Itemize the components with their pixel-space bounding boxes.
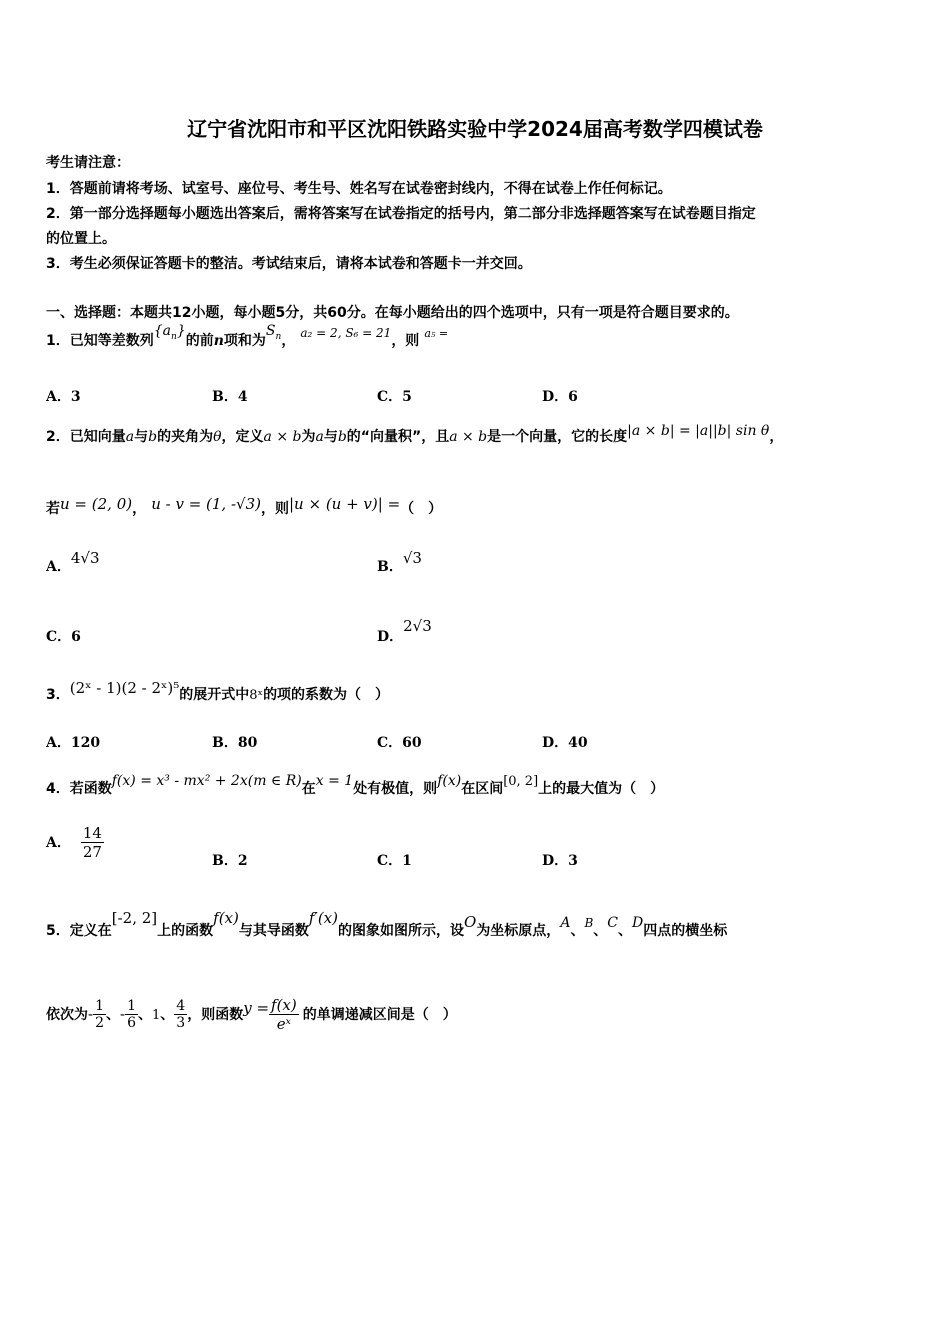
q2-ask: |u × (u + v)| =: [289, 495, 401, 513]
q1-ask: a₅ =: [424, 327, 449, 340]
angle-theta: θ: [213, 429, 222, 445]
notice-item-3: 3．考生必须保证答题卡的整洁。考试结束后，请将本试卷和答题卡一并交回。: [46, 256, 532, 272]
q2-option-b: B．√3: [377, 549, 422, 575]
q3-option-c: C．60: [377, 735, 422, 751]
question-5-line-1: 5．定义在[-2, 2]上的函数f(x)与其导函数f′(x)的图象如图所示，设O为坐标原点，A、$_B$、C、D四点的横坐标: [46, 909, 728, 939]
q1-option-b: B．4: [212, 389, 248, 405]
notice-item-2: 2．第一部分选择题每小题选出答案后，需将答案写在试卷指定的括号内，第二部分非选择题答案写在试卷题目指定: [46, 206, 756, 222]
question-4: 4．若函数f(x) = x³ - mx² + 2x(m ∈ R)在x = 1处有极值，则f(x)在区间[0, 2]上的最大值为（ ）: [46, 773, 665, 797]
vector-b: b: [148, 429, 158, 445]
u-minus-v-definition: u - v = (1, -√3): [151, 495, 261, 513]
q2-option-a: A．4√3: [46, 549, 100, 575]
q4-option-b: B．2: [212, 853, 248, 869]
q3-option-d: D．40: [542, 735, 588, 751]
question-3: 3．(2ˣ - 1)(2 - 2ˣ)⁵的展开式中$_{8ˣ}$的项的系数为（ ）: [46, 679, 390, 703]
q1-seq: $\{a_n\}$: [153, 323, 186, 342]
question-2-line-2: 若u = (2, 0)， u - v = (1, -√3)，则|u × (u + v)| =（ ）: [46, 495, 443, 517]
u-definition: u = (2, 0): [60, 495, 133, 513]
q2-option-c: C．6: [46, 629, 81, 645]
question-1: 1．已知等差数列$\{a_n\}$的前n项和为$S_n$， $^{a_2 = 2, S_6 = 21}$，则 $^{a_5 =}$: [46, 323, 449, 349]
q1-option-d: D．6: [542, 389, 578, 405]
section-heading: 一、选择题：本题共12小题，每小题5分，共60分。在每小题给出的四个选项中，只有一项是符合题目要求的。: [46, 305, 739, 321]
q5-domain: [-2, 2]: [111, 909, 158, 927]
vector-a: a: [125, 429, 135, 445]
question-2-line-1: 2．已知向量a与b的夹角为θ，定义a × b为a与b的“向量积”，且a × b是一个向量，它的长度|a × b| = |a||b| sin θ，: [46, 423, 784, 445]
q1-option-c: C．5: [377, 389, 412, 405]
q4-option-a: A． $\frac{14}{27}$: [46, 824, 102, 861]
q4-option-d: D．3: [542, 853, 578, 869]
notice-item-2-cont: 的位置上。: [46, 231, 116, 247]
question-5-line-2: 依次为- $\frac{1}{2}$ 、- $\frac{1}{6}$ 、1、 $\frac{4}{3}$ ，则函数y = $\frac{f(x)}{\text{eˣ}}$ 的单调递减区间是（ ）: [46, 996, 457, 1033]
q4-option-c: C．1: [377, 853, 412, 869]
notice-heading: 考生请注意：: [46, 155, 130, 171]
page-title: 辽宁省沈阳市和平区沈阳铁路实验中学2024届高考数学四模试卷: [187, 117, 763, 141]
q3-option-b: B．80: [212, 735, 258, 751]
q1-sum: $S_n$: [265, 323, 282, 342]
q1-prefix: 1．已知等差数列: [46, 333, 154, 349]
q1-option-a: A．3: [46, 389, 81, 405]
notice-item-1: 1．答题前请将考场、试室号、座位号、考生号、姓名写在试卷密封线内，不得在试卷上作任何标记。: [46, 181, 672, 197]
q1-condition: a₂ = 2, S₆ = 21: [300, 326, 392, 340]
cross-length-formula: |a × b| = |a||b| sin θ: [627, 423, 770, 439]
q3-option-a: A．120: [46, 735, 101, 751]
q2-option-d: D．2√3: [377, 617, 432, 645]
q3-expression: (2ˣ - 1)(2 - 2ˣ)⁵: [69, 679, 180, 697]
q4-function: f(x) = x³ - mx² + 2x(m ∈ R): [111, 773, 302, 789]
